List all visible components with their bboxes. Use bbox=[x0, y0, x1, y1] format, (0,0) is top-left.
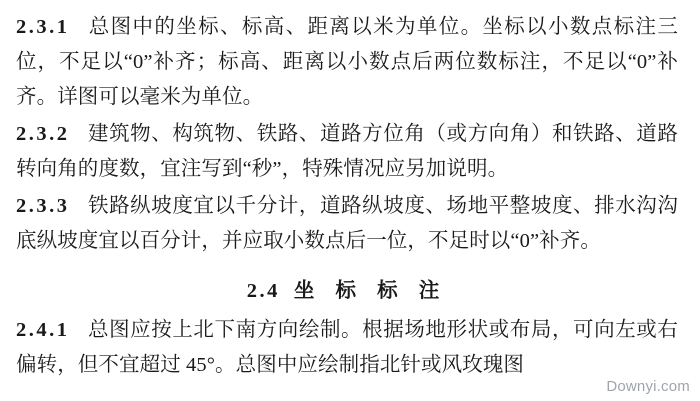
section-heading bbox=[16, 273, 678, 303]
clause-2-4-1 bbox=[16, 313, 678, 383]
section-title: 坐 标 标 注 bbox=[293, 280, 448, 302]
watermark: Downyi.com bbox=[606, 378, 690, 395]
clause-2-3-2 bbox=[16, 117, 678, 187]
clause-number: 2.3.1 bbox=[16, 16, 70, 38]
clause-text: 铁路纵坡度宜以千分计，道路纵坡度、场地平整坡度、排水沟沟底纵坡度宜以百分计，并应取小数点后一位，不足时以“0”补齐。 bbox=[16, 195, 678, 252]
section-number: 2.4 bbox=[246, 280, 280, 302]
clause-number: 2.3.3 bbox=[16, 195, 70, 217]
clause-number: 2.4.1 bbox=[16, 319, 70, 341]
clause-text: 总图应按上北下南方向绘制。根据场地形状或布局，可向左或右偏转，但不宜超过 45°。总图中应绘制指北针或风玫瑰图 bbox=[16, 319, 678, 376]
clause-text: 总图中的坐标、标高、距离以米为单位。坐标以小数点标注三位，不足以“0”补齐；标高、距离以小数点后两位数标注，不足以“0”补齐。详图可以毫米为单位。 bbox=[16, 16, 678, 108]
clause-number: 2.3.2 bbox=[16, 123, 70, 145]
clause-2-3-1 bbox=[16, 10, 678, 115]
clause-text: 建筑物、构筑物、铁路、道路方位角（或方向角）和铁路、道路转向角的度数，宜注写到“秒”，特殊情况应另加说明。 bbox=[16, 123, 678, 180]
clause-2-3-3 bbox=[16, 189, 678, 259]
